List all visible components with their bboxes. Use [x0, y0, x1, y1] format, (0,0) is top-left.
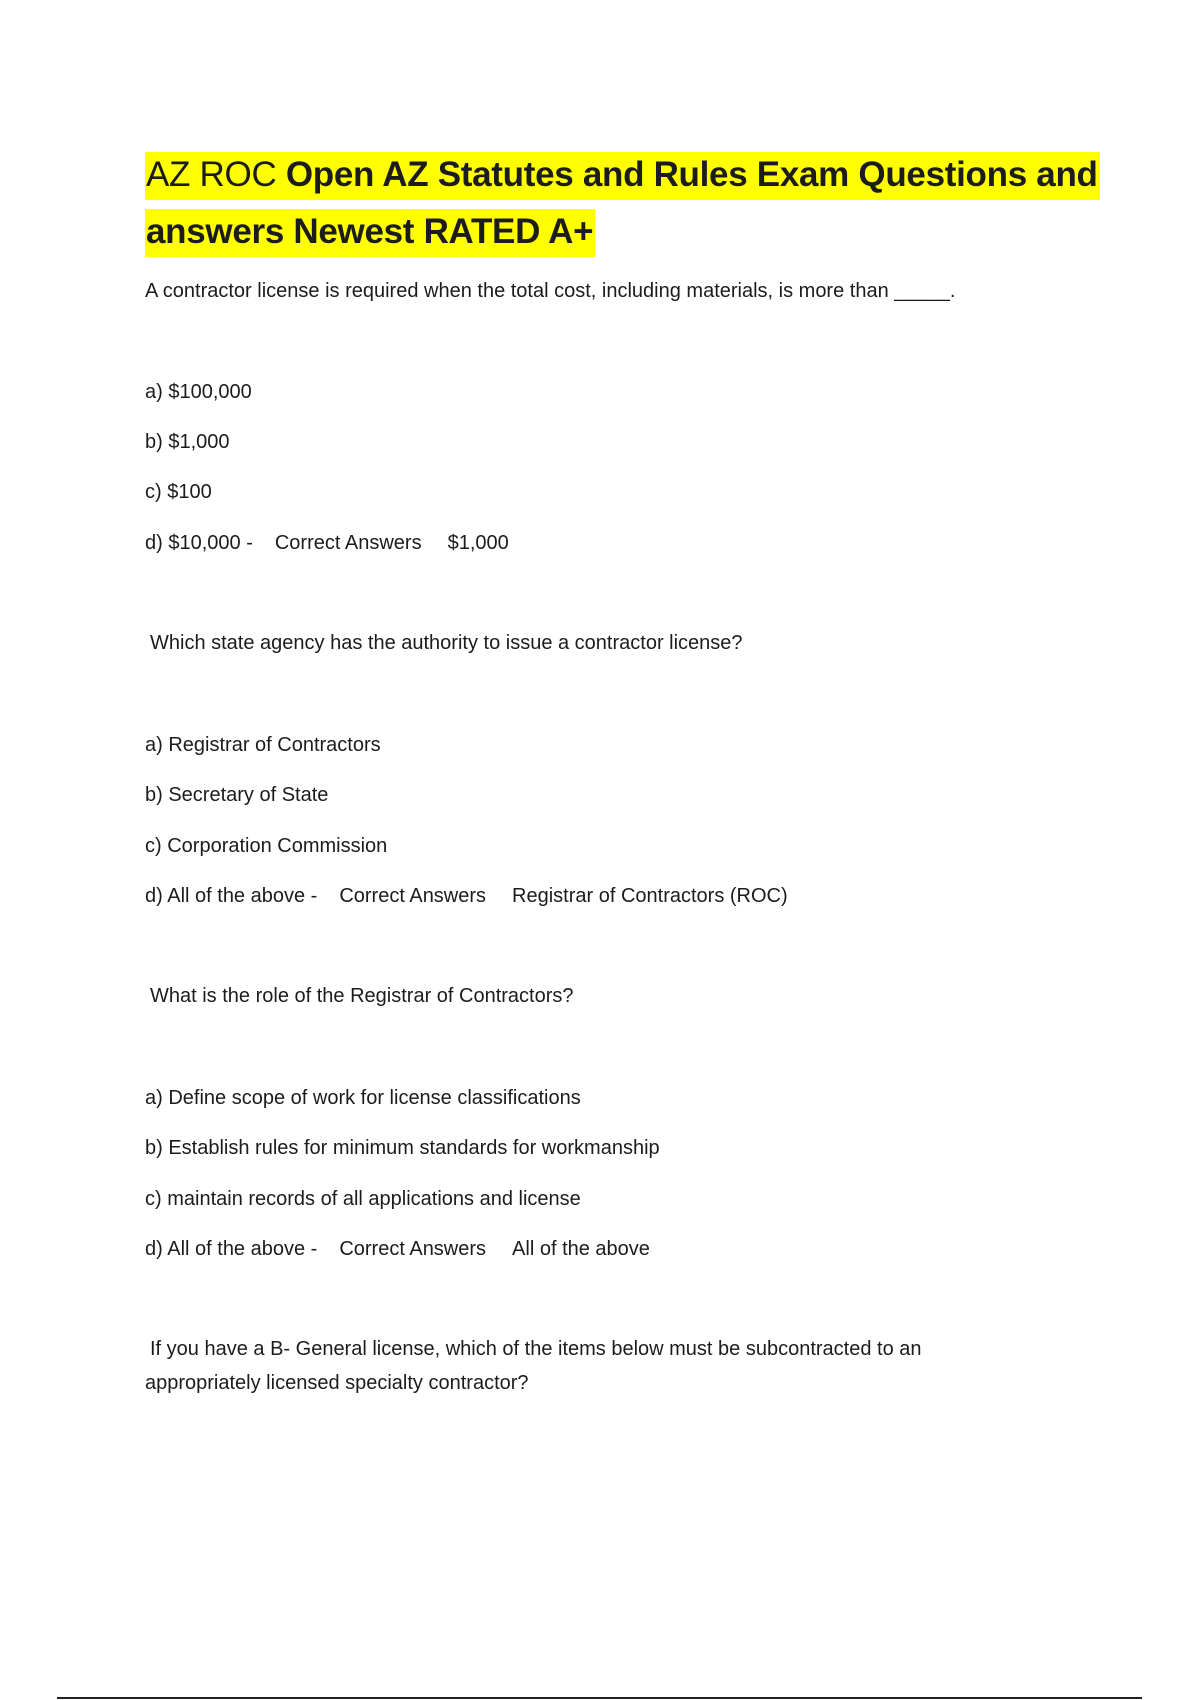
- question-1-answer-label: Correct Answers: [274, 532, 422, 554]
- question-3-option-b: b) Establish rules for minimum standards for workmanship: [145, 1137, 660, 1159]
- footer-divider: [57, 1697, 1142, 1699]
- question-2-option-d-text: d) All of the above -: [145, 885, 318, 907]
- question-3-answer-value: All of the above: [512, 1238, 650, 1260]
- question-3-answer-label: Correct Answers: [339, 1238, 487, 1260]
- question-3-option-d-text: d) All of the above -: [145, 1238, 318, 1260]
- question-1-text: A contractor license is required when the total cost, including materials, is more than _____.: [145, 280, 956, 302]
- question-3-option-a: a) Define scope of work for license classifications: [145, 1087, 581, 1109]
- question-4-text: If you have a B- General license, which of the items below must be subcontracted to an appropriately licensed specialty contractor?: [145, 1338, 922, 1394]
- question-1-answer-value: $1,000: [447, 532, 509, 554]
- question-2-option-b: b) Secretary of State: [145, 784, 329, 806]
- question-2-answer-label: Correct Answers: [339, 885, 487, 907]
- question-3-text: What is the role of the Registrar of Contractors?: [150, 985, 574, 1007]
- document-title: [145, 146, 1105, 260]
- question-1-option-a: a) $100,000: [145, 381, 252, 403]
- title-highlight: [145, 152, 1100, 257]
- question-3-option-d: [145, 1235, 650, 1263]
- question-1-option-b: b) $1,000: [145, 431, 230, 453]
- question-1-option-c: c) $100: [145, 481, 212, 503]
- question-3-option-c: c) maintain records of all applications and license: [145, 1188, 581, 1210]
- question-2-text: Which state agency has the authority to issue a contractor license?: [150, 632, 743, 654]
- question-2-option-c: c) Corporation Commission: [145, 835, 388, 857]
- title-plain: AZ ROC: [146, 155, 286, 194]
- question-2-option-a: a) Registrar of Contractors: [145, 734, 381, 756]
- question-1-option-d: [145, 529, 509, 557]
- question-2-answer-value: Registrar of Contractors (ROC): [512, 885, 788, 907]
- question-1-option-d-text: d) $10,000 -: [145, 532, 253, 554]
- title-bold: Open AZ Statutes and Rules Exam Questions and answers Newest RATED A+: [146, 155, 1098, 251]
- question-2-option-d: [145, 882, 788, 910]
